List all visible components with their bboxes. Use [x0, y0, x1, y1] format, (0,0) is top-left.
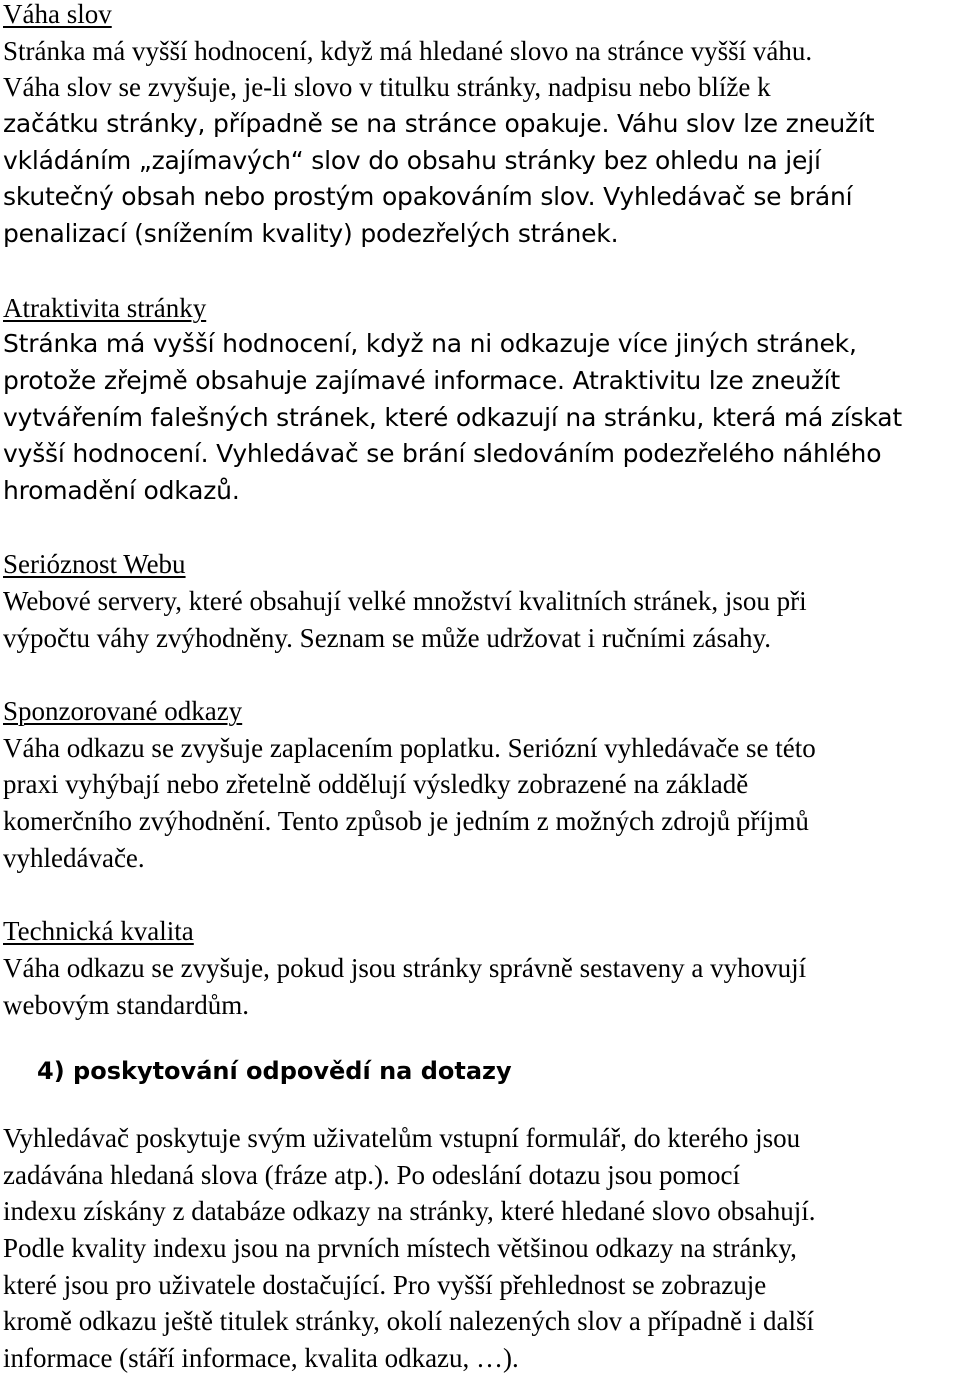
paragraph-line: které jsou pro uživatele dostačující. Pro vyšší přehlednost se zobrazuje: [3, 1269, 767, 1300]
paragraph-line: kromě odkazu ještě titulek stránky, okolí nalezených slov a případně i další: [3, 1306, 815, 1337]
paragraph-line: vyhledávače.: [3, 842, 145, 873]
paragraph-gap: [3, 253, 957, 290]
paragraph-line: indexu získány z databáze odkazy na stránky, které hledané slovo obsahují.: [3, 1196, 816, 1227]
paragraph-line: komerčního zvýhodnění. Tento způsob je jedním z možných zdrojů příjmů: [3, 806, 809, 837]
section-heading: Váha slov: [3, 0, 112, 29]
paragraph-line: Váha odkazu se zvyšuje zaplacením poplatku. Seriózní vyhledávače se této: [3, 732, 816, 763]
section-heading: Serióznost Webu: [3, 549, 186, 580]
paragraph-line: Váha slov se zvyšuje, je-li slovo v titulku stránky, nadpisu nebo blíže k: [3, 72, 771, 103]
spacer: [3, 1090, 957, 1120]
paragraph-gap: [3, 877, 957, 914]
document-page: [3, 0, 957, 1377]
paragraph-line: vyšší hodnocení. Vyhledávač se brání sledováním podezřelého náhlého: [3, 439, 882, 469]
ranking-sections: [3, 0, 957, 1023]
paragraph-line: skutečný obsah nebo prostým opakováním slov. Vyhledávač se brání: [3, 182, 853, 212]
paragraph-line: zadávána hledaná slova (fráze atp.). Po odeslání dotazu jsou pomocí: [3, 1159, 740, 1190]
paragraph-line: Podle kvality indexu jsou na prvních místech většinou odkazy na stránky,: [3, 1233, 797, 1263]
ranking-section: [3, 290, 957, 510]
paragraph-line: informace (stáří informace, kvalita odkazu, …).: [3, 1343, 519, 1374]
paragraph-gap: [3, 656, 957, 693]
paragraph-gap: [3, 510, 957, 547]
paragraph-line: Váha odkazu se zvyšuje, pokud jsou stránky správně sestaveny a vyhovují: [3, 952, 807, 983]
paragraph-line: hromadění odkazů.: [3, 475, 240, 505]
paragraph-line: začátku stránky, případně se na stránce opakuje. Váhu slov lze zneužít: [3, 109, 875, 139]
section-heading: Technická kvalita: [3, 916, 194, 947]
section-4-title: 4) poskytování odpovědí na dotazy: [37, 1057, 512, 1086]
section-4-body: [3, 1120, 957, 1377]
ranking-section: [3, 913, 957, 1023]
paragraph-line: vytvářením falešných stránek, které odkazují na stránku, která má získat: [3, 402, 902, 432]
paragraph-line: Vyhledávač poskytuje svým uživatelům vstupní formulář, do kterého jsou: [3, 1122, 801, 1153]
paragraph-line: protože zřejmě obsahuje zajímavé informace. Atraktivitu lze zneužít: [3, 365, 841, 395]
paragraph-line: Stránka má vyšší hodnocení, když na ni odkazuje více jiných stránek,: [3, 329, 857, 359]
paragraph-line: výpočtu váhy zvýhodněny. Seznam se může udržovat i ručními zásahy.: [3, 622, 772, 653]
section-heading: Sponzorované odkazy: [3, 696, 243, 727]
paragraph-line: praxi vyhýbají nebo zřetelně oddělují výsledky zobrazené na základě: [3, 769, 749, 800]
section-heading: Atraktivita stránky: [3, 292, 207, 323]
ranking-section: [3, 546, 957, 656]
paragraph-line: webovým standardům.: [3, 989, 249, 1020]
ranking-section: [3, 693, 957, 876]
paragraph-line: Webové servery, které obsahují velké množství kvalitních stránek, jsou při: [3, 586, 807, 616]
paragraph-line: Stránka má vyšší hodnocení, když má hledané slovo na stránce vyšší váhu.: [3, 35, 813, 66]
ranking-section: [3, 0, 957, 253]
paragraph-line: vkládáním „zajímavých“ slov do obsahu stránky bez ohledu na její: [3, 145, 821, 175]
paragraph-line: penalizací (snížením kvality) podezřelých stránek.: [3, 219, 619, 249]
spacer: [3, 1023, 957, 1053]
